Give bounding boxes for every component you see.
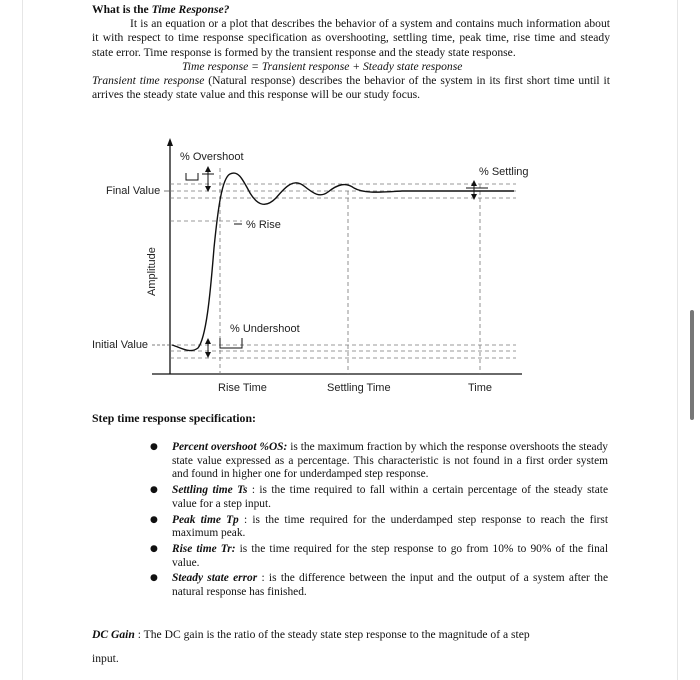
- dc-gain-text: : The DC gain is the ratio of the steady state step response to the magnitude of a step: [134, 628, 530, 641]
- bullet-icon: ●: [150, 442, 158, 452]
- dc-gain-tail: input.: [92, 652, 119, 665]
- dc-gain-term: DC Gain: [92, 628, 135, 641]
- spec-term: Rise time Tr:: [172, 542, 236, 555]
- spec-item-rise-time: [152, 543, 608, 570]
- heading-prefix: What is the: [92, 3, 152, 16]
- time-response-equation: Time response = Transient response + Steady state response: [182, 59, 463, 73]
- step-response-figure: [82, 138, 532, 400]
- dc-gain-paragraph: [92, 628, 612, 642]
- undershoot-arrow-up: [205, 338, 211, 344]
- final-value-label: Final Value: [106, 185, 161, 197]
- overshoot-arrow-up: [205, 166, 211, 172]
- spec-item-overshoot: [152, 441, 608, 482]
- bullet-icon: ●: [150, 543, 158, 554]
- spec-text: : is the time required for the underdamped step response to reach the first maximum peak.: [172, 513, 608, 540]
- settling-label: % Settling: [479, 166, 529, 178]
- overshoot-marker: [186, 170, 214, 188]
- heading-emph: Time Response?: [151, 3, 230, 16]
- spec-item-peak-time: [152, 514, 608, 541]
- time-axis-label: Time: [468, 382, 493, 394]
- spec-term: Settling time Ts: [172, 484, 248, 497]
- transient-term: Transient time response: [92, 74, 205, 88]
- spec-text: is the maximum fraction by which the response overshoots the steady state value expressed as a percentage. This characteristic is not found in a first order system and found in higher one for underdamped step response.: [172, 441, 608, 481]
- transient-paragraph: [92, 74, 610, 102]
- amplitude-label: Amplitude: [146, 247, 158, 296]
- rise-label: % Rise: [246, 219, 281, 231]
- spec-text: : is the difference between the input and the output of a system after the natural response has finished.: [172, 572, 609, 599]
- page-left-edge: [22, 0, 23, 680]
- spec-item-settling-time: [152, 484, 608, 511]
- spec-list: [152, 441, 608, 602]
- document-body: [92, 0, 610, 102]
- settling-marker: [466, 184, 488, 196]
- undershoot-label: % Undershoot: [230, 323, 300, 335]
- spec-term: Steady state error: [172, 572, 258, 585]
- settling-time-label: Settling Time: [327, 382, 391, 394]
- spec-text: : is the time required to fall within a certain percentage of the steady state value for a step input.: [172, 484, 608, 510]
- rise-time-label: Rise Time: [218, 382, 267, 394]
- initial-value-label: Initial Value: [92, 339, 149, 351]
- settling-arrow-down: [471, 194, 477, 200]
- bullet-icon: ●: [150, 514, 158, 525]
- settling-arrow-up: [471, 180, 477, 186]
- reference-lines: [170, 168, 516, 374]
- spec-term: Percent overshoot %OS:: [172, 441, 288, 453]
- scrollbar-thumb[interactable]: [690, 310, 694, 420]
- intro-paragraph: It is an equation or a plot that describes the behavior of a system and contains much information about it with respect to time response specification as overshooting, settling time, peak time, rise time and steady state error. Time response is formed by the transient response and the steady state response.: [92, 17, 610, 59]
- transient-text: (Natural response) describes the behavior of the system in its first short time until it arrives the steady state value and this response will be our study focus.: [92, 74, 611, 102]
- bullet-icon: ●: [150, 573, 158, 584]
- page-right-edge: [677, 0, 678, 680]
- y-axis-arrow: [167, 138, 173, 146]
- spec-text: is the time required for the step response to go from 10% to 90% of the final value.: [172, 542, 609, 569]
- step-response-plot: [82, 138, 532, 400]
- spec-section-title: Step time response specification:: [92, 411, 256, 425]
- section-heading: [92, 3, 610, 17]
- spec-item-steady-state-error: [152, 572, 608, 599]
- spec-term: Peak time Tp: [172, 513, 239, 526]
- undershoot-marker: [208, 338, 242, 356]
- undershoot-arrow-down: [205, 352, 211, 358]
- bullet-icon: ●: [150, 485, 158, 496]
- overshoot-label: % Overshoot: [180, 151, 244, 163]
- response-curve: [172, 173, 514, 351]
